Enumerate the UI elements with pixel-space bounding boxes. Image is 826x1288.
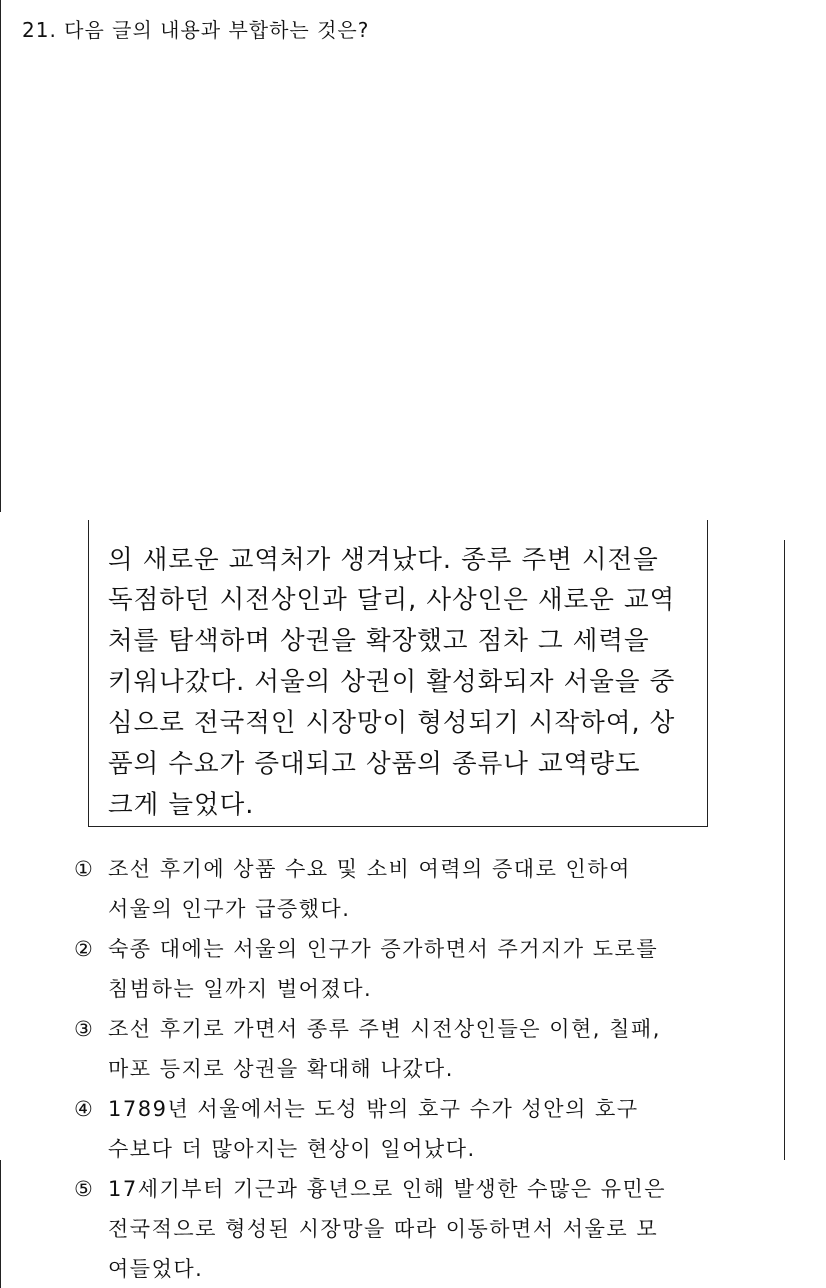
choice-3-continuation: 마포 등지로 상권을 확대해 나갔다.: [108, 1057, 454, 1081]
passage-line: 크게 늘었다.: [108, 790, 255, 820]
choice-text: 조선 후기로 가면서 종루 주변 시전상인들은 이현, 칠패,: [108, 1017, 661, 1041]
choice-number: ②: [74, 937, 95, 961]
choice-2[interactable]: [74, 933, 658, 963]
choice-5-continuation: 전국적으로 형성된 시장망을 따라 이동하면서 서울로 모: [108, 1217, 659, 1241]
passage-line: 품의 수요가 증대되고 상품의 종류나 교역량도: [108, 749, 641, 779]
choice-text: 숙종 대에는 서울의 인구가 증가하면서 주거지가 도로를: [108, 937, 659, 961]
passage-line: 키워나갔다. 서울의 상권이 활성화되자 서울을 중: [108, 667, 676, 697]
choice-number: ③: [74, 1017, 95, 1041]
choice-1-continuation: 서울의 인구가 급증했다.: [108, 897, 351, 921]
choice-5[interactable]: [74, 1173, 666, 1203]
passage-line: 의 새로운 교역처가 생겨났다. 종루 주변 시전을: [108, 545, 659, 575]
choice-3[interactable]: [74, 1013, 661, 1043]
passage-line: 처를 탐색하며 상권을 확장했고 점차 그 세력을: [108, 626, 650, 656]
choice-number: ④: [74, 1097, 95, 1121]
choice-2-continuation: 침범하는 일까지 벌어졌다.: [108, 977, 373, 1001]
choice-1[interactable]: [74, 853, 631, 883]
choice-text: 1789년 서울에서는 도성 밖의 호구 수가 성안의 호구: [108, 1097, 639, 1121]
choice-number: ⑤: [74, 1177, 95, 1201]
left-column-rule-bottom: [0, 1160, 1, 1288]
choice-4[interactable]: [74, 1093, 639, 1123]
choice-text: 조선 후기에 상품 수요 및 소비 여력의 증대로 인하여: [108, 857, 631, 881]
passage-line: 심으로 전국적인 시장망이 형성되기 시작하여, 상: [108, 708, 676, 738]
choice-number: ①: [74, 857, 95, 881]
choice-4-continuation: 수보다 더 많아지는 현상이 일어났다.: [108, 1137, 476, 1161]
right-column-rule: [784, 540, 785, 1160]
question-stem: 21. 다음 글의 내용과 부합하는 것은?: [22, 18, 370, 42]
choice-text: 17세기부터 기근과 흉년으로 인해 발생한 수많은 유민은: [108, 1177, 667, 1201]
choice-5-continuation: 여들었다.: [108, 1257, 204, 1281]
left-column-rule: [0, 0, 1, 512]
passage-line: 독점하던 시전상인과 달리, 사상인은 새로운 교역: [108, 585, 676, 615]
